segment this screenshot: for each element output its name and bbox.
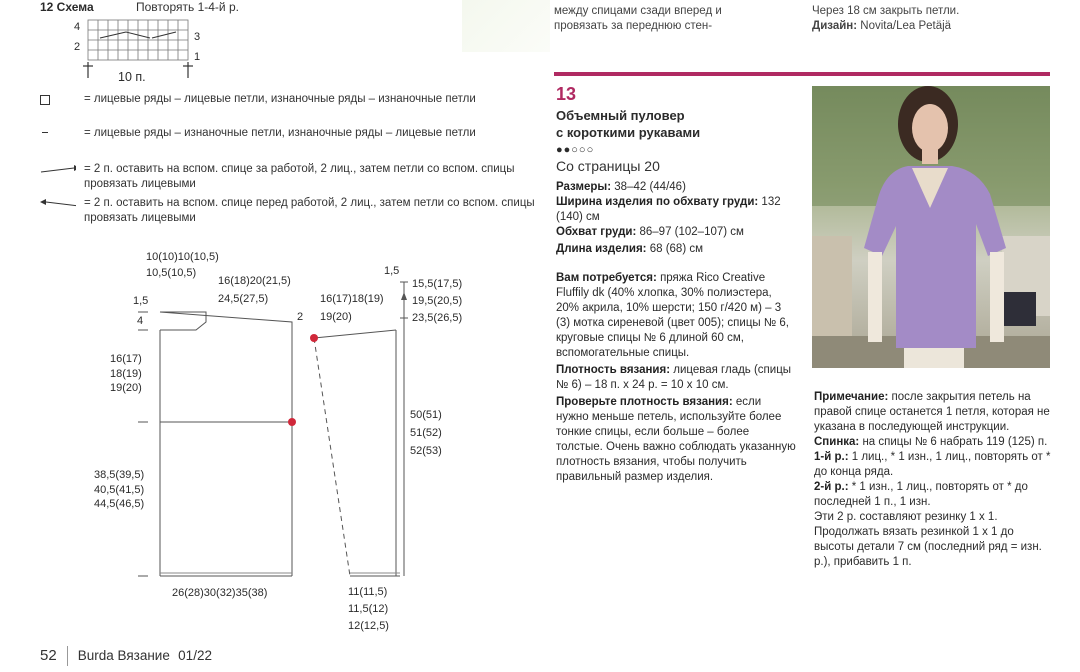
page-number: 52	[40, 646, 57, 664]
row-2-instructions: 2-й р.: * 1 изн., 1 лиц., повторять от * до последней 1 п., 1 изн.	[814, 481, 1028, 508]
chest-size: Обхват груди: 86–97 (102–107) см	[556, 226, 744, 238]
row-1-instructions: 1-й р.: 1 лиц., * 1 изн., 1 лиц., повторять от * до конца ряда.	[814, 451, 1051, 478]
issue: 01/22	[178, 647, 212, 663]
sweater-photo-illustration	[812, 86, 1050, 368]
continued-text-right: Через 18 см закрыть петли. Дизайн: Novita/Lea Petäjä	[812, 5, 960, 32]
measure-label: 38,5(39,5) 40,5(41,5) 44,5(46,5)	[94, 469, 145, 510]
article-column	[556, 84, 796, 485]
materials: Вам потребуется: пряжа Rico Creative Fluffily dk (40% хлопка, 30% полиэстера, 20% акрила, 10% шерсти; 150 г/420 м) – 3 (3) мотка сиреневой (цвет 005); спицы № 6, круговые спицы № 6 длиной 60 см, вспомогательные спицы.	[556, 272, 789, 359]
continued-text: между спицами сзади вперед и провязать за переднюю стен-	[554, 5, 722, 32]
measure-label: 26(28)30(32)35(38)	[172, 587, 268, 599]
measure-label: 10,5(10,5)	[146, 267, 197, 279]
measure-label: 16(18)20(21,5)	[218, 275, 291, 287]
scheme-repeat: Повторять 1-4-й р.	[136, 0, 239, 14]
garment-width: Ширина изделия по обхвату груди: 132 (140) см	[556, 196, 781, 223]
measure-label: 4	[137, 315, 144, 327]
chart-width-label: 10 п.	[118, 70, 146, 84]
measure-label: 2	[297, 311, 304, 323]
article-number: 13	[556, 84, 577, 104]
arrow-icon	[401, 292, 407, 300]
gauge: Плотность вязания: лицевая гладь (спицы № 6) – 18 п. х 24 р. = 10 х 10 см.	[556, 364, 792, 391]
measure-label: 16(17)18(19)	[320, 293, 384, 305]
difficulty-dots: ●●○○○	[556, 144, 595, 156]
measure-label: 1,5	[133, 295, 149, 307]
measure-label: 24,5(27,5)	[218, 293, 269, 305]
measure-label: 15,5(17,5) 19,5(20,5) 23,5(26,5)	[412, 278, 463, 324]
row-number: 4	[74, 21, 81, 33]
garment-length: Длина изделия: 68 (68) см	[556, 243, 704, 255]
measure-label: 50(51) 51(52) 52(53)	[410, 409, 442, 457]
marker-dot-icon	[310, 334, 318, 342]
row-number: 3	[194, 31, 201, 43]
sizes: Размеры: 38–42 (44/46)	[556, 181, 686, 193]
rib-instructions: Эти 2 р. составляют резинку 1 х 1. Продолжать вязать резинкой 1 х 1 до высоты детали 7 см (последний ряд = изн. р.), прибавить 1 п.	[814, 511, 1042, 568]
measure-label: 11(11,5) 11,5(12) 12(12,5)	[348, 586, 389, 632]
instructions-column	[814, 390, 1052, 570]
footer-divider	[67, 646, 68, 666]
article-title: Объемный пуловер с короткими рукавами	[556, 108, 701, 140]
page-reference: Со страницы 20	[556, 158, 660, 174]
marker-dot-icon	[288, 418, 296, 426]
measure-label: 1,5	[384, 265, 400, 277]
row-number: 1	[194, 51, 201, 63]
scheme-title: 12 Схема	[40, 0, 94, 14]
gauge-check: Проверьте плотность вязания: если нужно меньше петель, используйте более тонкие спицы, если больше – более толстые. Очень важно соблюдать указанную плотность вязания, чтобы получить правильный размер изделия.	[556, 396, 796, 483]
back-instructions: Спинка: на спицы № 6 набрать 119 (125) п.	[814, 436, 1048, 448]
section-divider	[554, 72, 1050, 76]
note: Примечание: после закрытия петель на правой спице останется 1 петля, которая не указана в последующей инструкции.	[814, 391, 1050, 433]
measure-label: 10(10)10(10,5)	[146, 251, 219, 263]
measure-label: 16(17) 18(19) 19(20)	[110, 353, 142, 394]
measure-label: 19(20)	[320, 311, 352, 323]
magazine-name: Burda Вязание	[77, 647, 170, 663]
model-photo	[812, 86, 1050, 368]
row-number: 2	[74, 41, 81, 53]
page-footer	[40, 646, 212, 666]
